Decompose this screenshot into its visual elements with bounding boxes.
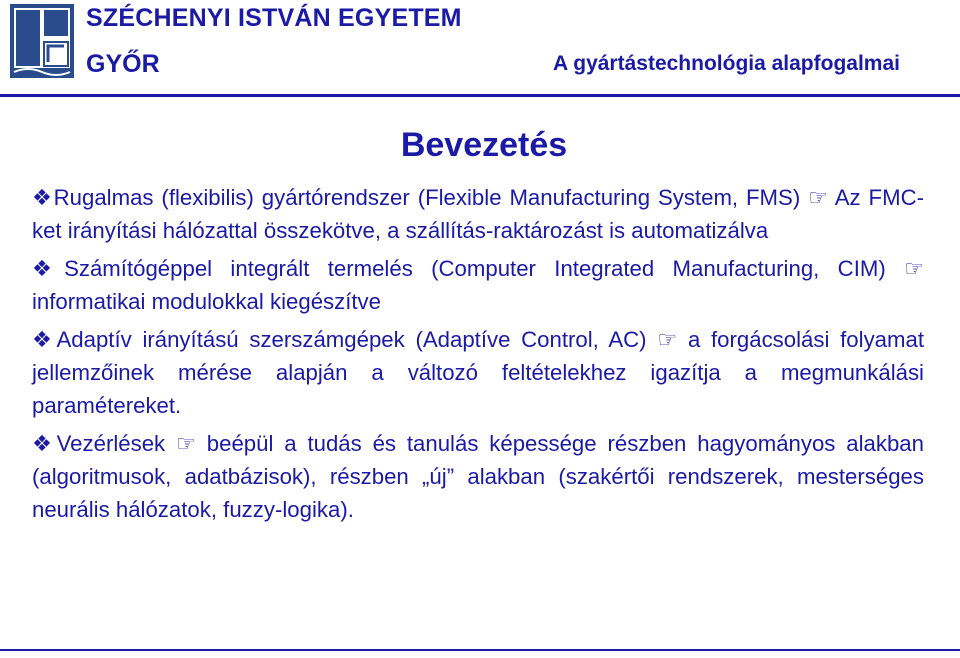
paragraph-control: [32, 427, 924, 526]
pointing-hand-icon: ☞: [657, 327, 678, 352]
paragraph-text: Számítógéppel integrált termelés (Computer Integrated Manufacturing, CIM): [64, 256, 886, 281]
slide-title-wrap: [0, 126, 960, 165]
university-logo: [10, 4, 74, 78]
bullet-icon: ❖: [32, 256, 65, 281]
header-divider: [0, 94, 960, 97]
paragraph-fms: [32, 181, 924, 247]
paragraph-text: Rugalmas (flexibilis) gyártórendszer (Flexible Manufacturing System, FMS): [53, 185, 801, 210]
paragraph-text: informatikai modulokkal kiegészítve: [32, 289, 381, 314]
paragraph-cim: [32, 252, 924, 318]
course-title: A gyártástechnológia alapfogalmai: [553, 52, 900, 75]
city-name: GYŐR: [86, 50, 160, 78]
paragraph-ac: [32, 323, 924, 422]
university-name: SZÉCHENYI ISTVÁN EGYETEM: [86, 4, 462, 32]
paragraph-text: Vezérlések: [56, 431, 166, 456]
paragraph-text: beépül a tudás és tanulás képessége részben hagyományos alakban (algoritmusok, adatbázisok), részben „új” alakban (szakértői rendszerek, mesterséges neurális hálózatok, fuzzy-logika).: [32, 431, 924, 522]
bullet-icon: ❖: [32, 185, 54, 210]
bullet-icon: ❖: [32, 431, 57, 456]
paragraph-text: a forgácsolási folyamat jellemzőinek mérése alapján a változó feltételekhez igazítja a megmunkálási paramétereket.: [32, 327, 924, 418]
paragraph-text: Az FMC-ket irányítási hálózattal összekötve, a szállítás-raktározást is automatizálva: [32, 185, 924, 243]
footer-divider: [0, 649, 960, 651]
slide-title: Bevezetés: [400, 126, 568, 164]
paragraph-text: Adaptív irányítású szerszámgépek (Adaptíve Control, AC): [56, 327, 647, 352]
pointing-hand-icon: ☞: [176, 431, 196, 456]
pointing-hand-icon: ☞: [904, 256, 924, 281]
bullet-icon: ❖: [32, 327, 57, 352]
slide-content: [32, 181, 924, 531]
slide-header: [0, 0, 960, 98]
pointing-hand-icon: ☞: [808, 185, 829, 210]
